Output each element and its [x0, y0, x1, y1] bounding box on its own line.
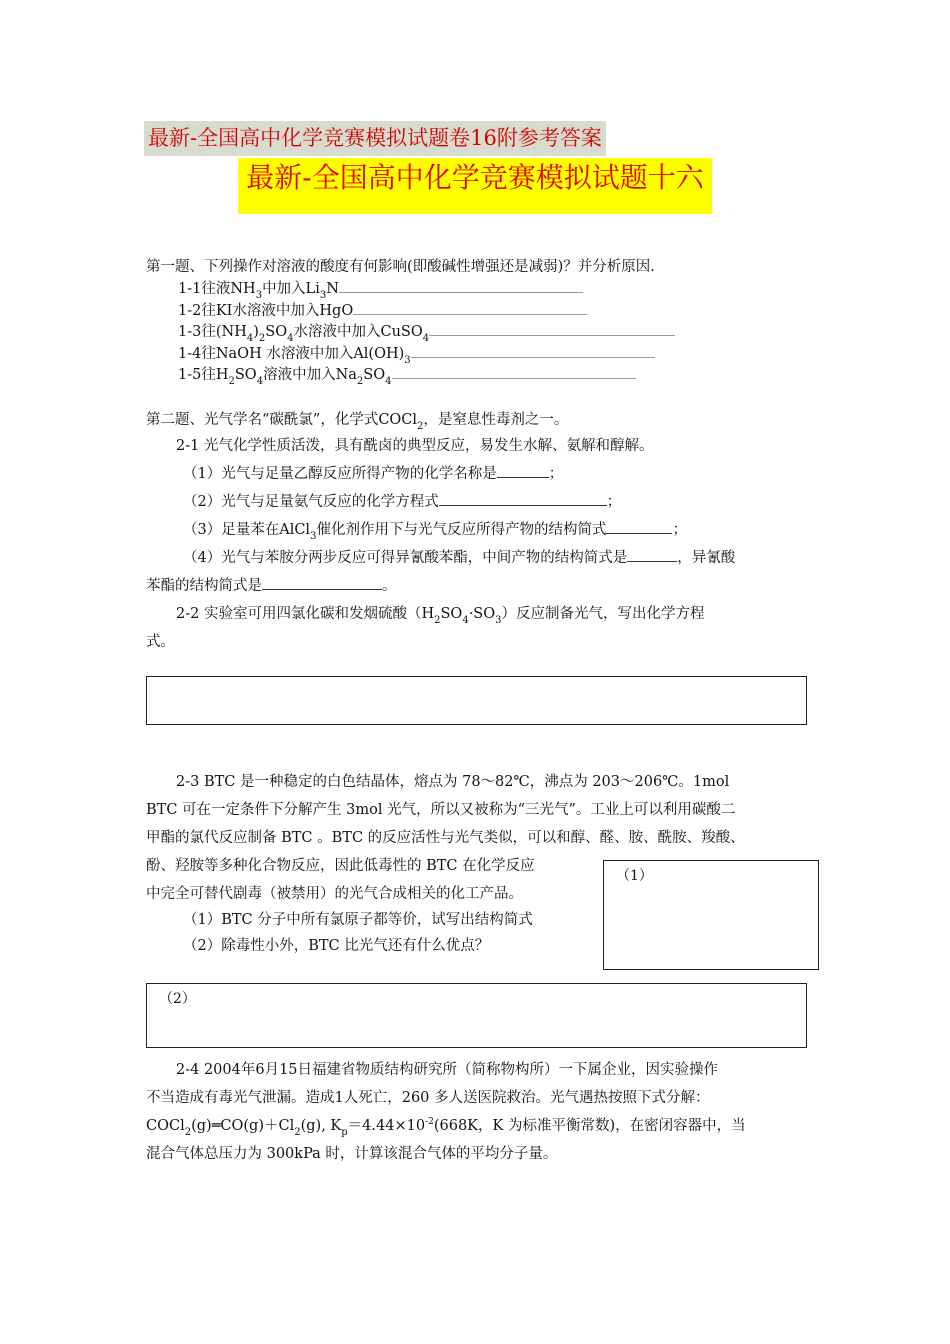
q2-1-item-4: （4）光气与苯胺分两步反应可得异氰酸苯酯，中间产物的结构简式是 ，异氰酸: [183, 544, 735, 572]
answer-box-2-2[interactable]: [146, 676, 807, 725]
answer-box-2-3-2[interactable]: [146, 983, 807, 1048]
q1-item-1: 1-1往液$NH_3$中加入$Li_3N$: [178, 278, 583, 301]
q2-1-text: 2-1 光气化学性质活泼，具有酰卤的典型反应，易发生水解、氨解和醇解。: [176, 438, 654, 454]
answer-blank[interactable]: [497, 463, 549, 478]
document-title-small: 最新-全国高中化学竞赛模拟试题卷16附参考答案: [144, 121, 606, 156]
q2-2-text-cont: 式。: [146, 634, 175, 650]
answer-blank[interactable]: [411, 343, 655, 358]
q2-3-line-1: 2-3 BTC 是一种稳定的白色结晶体，熔点为 78～82℃，沸点为 203～206℃。1mol: [176, 774, 730, 790]
q2-4-line-3: $COCl_2(g)═CO(g)+Cl_2(g)$, $K_p=4.44\times 10^{-2}(668K$，K 为标准平衡常数)，在密闭容器中，当: [146, 1117, 746, 1138]
q2-3-question-2: （2）除毒性小外，BTC 比光气还有什么优点？: [183, 938, 490, 954]
answer-box-label: （1）: [616, 868, 653, 884]
answer-box-2-3-1[interactable]: [603, 860, 819, 970]
answer-blank[interactable]: [392, 364, 636, 379]
q2-1-item-2: （2）光气与足量氨气反应的化学方程式 ；: [183, 488, 621, 516]
q2-4-line-1: 2-4 2004年6月15日福建省物质结构研究所（简称物构所）一下属企业，因实验操作: [176, 1062, 719, 1078]
q2-3-line-3: 甲酯的氯代反应制备 BTC 。BTC 的反应活性与光气类似，可以和醇、醛、胺、酰胺、羧酸、: [146, 830, 745, 846]
answer-blank[interactable]: [439, 491, 607, 506]
q2-2-text: 2-2 实验室可用四氯化碳和发烟硫酸$(H_2SO_4\cdot SO_3)$反应制备光气，写出化学方程: [176, 606, 705, 626]
answer-blank[interactable]: [606, 519, 672, 534]
q1-item-3: 1-3往$(NH_4)_2SO_4$水溶液中加入CuSO$_4$: [178, 321, 675, 344]
answer-box-label: （2）: [159, 991, 196, 1007]
answer-blank[interactable]: [627, 547, 677, 562]
answer-blank[interactable]: [353, 300, 587, 315]
q2-intro: 第二题、光气学名“碳酰氯”，化学式COCl$_2$，是窒息性毒剂之一。: [146, 412, 569, 432]
answer-blank[interactable]: [339, 278, 583, 293]
q2-3-question-1: （1）BTC 分子中所有氯原子都等价，试写出结构简式: [183, 912, 533, 928]
q2-1-item-3: （3）足量苯在AlCl$_3$催化剂作用下与光气反应所得产物的结构简式 ；: [183, 516, 687, 546]
q1-item-4: 1-4往NaOH 水溶液中加入$Al(OH)_3$: [178, 343, 655, 366]
q1-item-2: 1-2往KI水溶液中加入HgO: [178, 300, 587, 321]
q1-intro: 第一题、下列操作对溶液的酸度有何影响(即酸碱性增强还是减弱)？并分析原因.: [146, 259, 655, 275]
q2-3-line-2: BTC 可在一定条件下分解产生 3mol 光气，所以又被称为“三光气”。工业上可以利用碳酸二: [146, 802, 736, 818]
q2-4-line-4: 混合气体总压力为 300kPa 时，计算该混合气体的平均分子量。: [146, 1146, 558, 1162]
answer-blank[interactable]: [429, 321, 675, 336]
q2-3-line-4: 酚、羟胺等多种化合物反应，因此低毒性的 BTC 在化学反应: [146, 858, 535, 874]
q1-item-5: 1-5往$H_2SO_4$溶液中加入$Na_2SO_4$: [178, 364, 636, 387]
q2-4-line-2: 不当造成有毒光气泄漏。造成1人死亡，260 多人送医院救治。光气遇热按照下式分解：: [146, 1090, 710, 1106]
document-title-main: 最新-全国高中化学竞赛模拟试题十六: [238, 158, 712, 214]
answer-blank[interactable]: [262, 575, 382, 590]
q2-3-line-5: 中完全可替代剧毒（被禁用）的光气合成相关的化工产品。: [146, 886, 523, 902]
q2-1-item-1: （1）光气与足量乙醇反应所得产物的化学名称是 ；: [183, 460, 563, 488]
q2-1-item-4-cont: 苯酯的结构简式是 。: [146, 572, 397, 600]
